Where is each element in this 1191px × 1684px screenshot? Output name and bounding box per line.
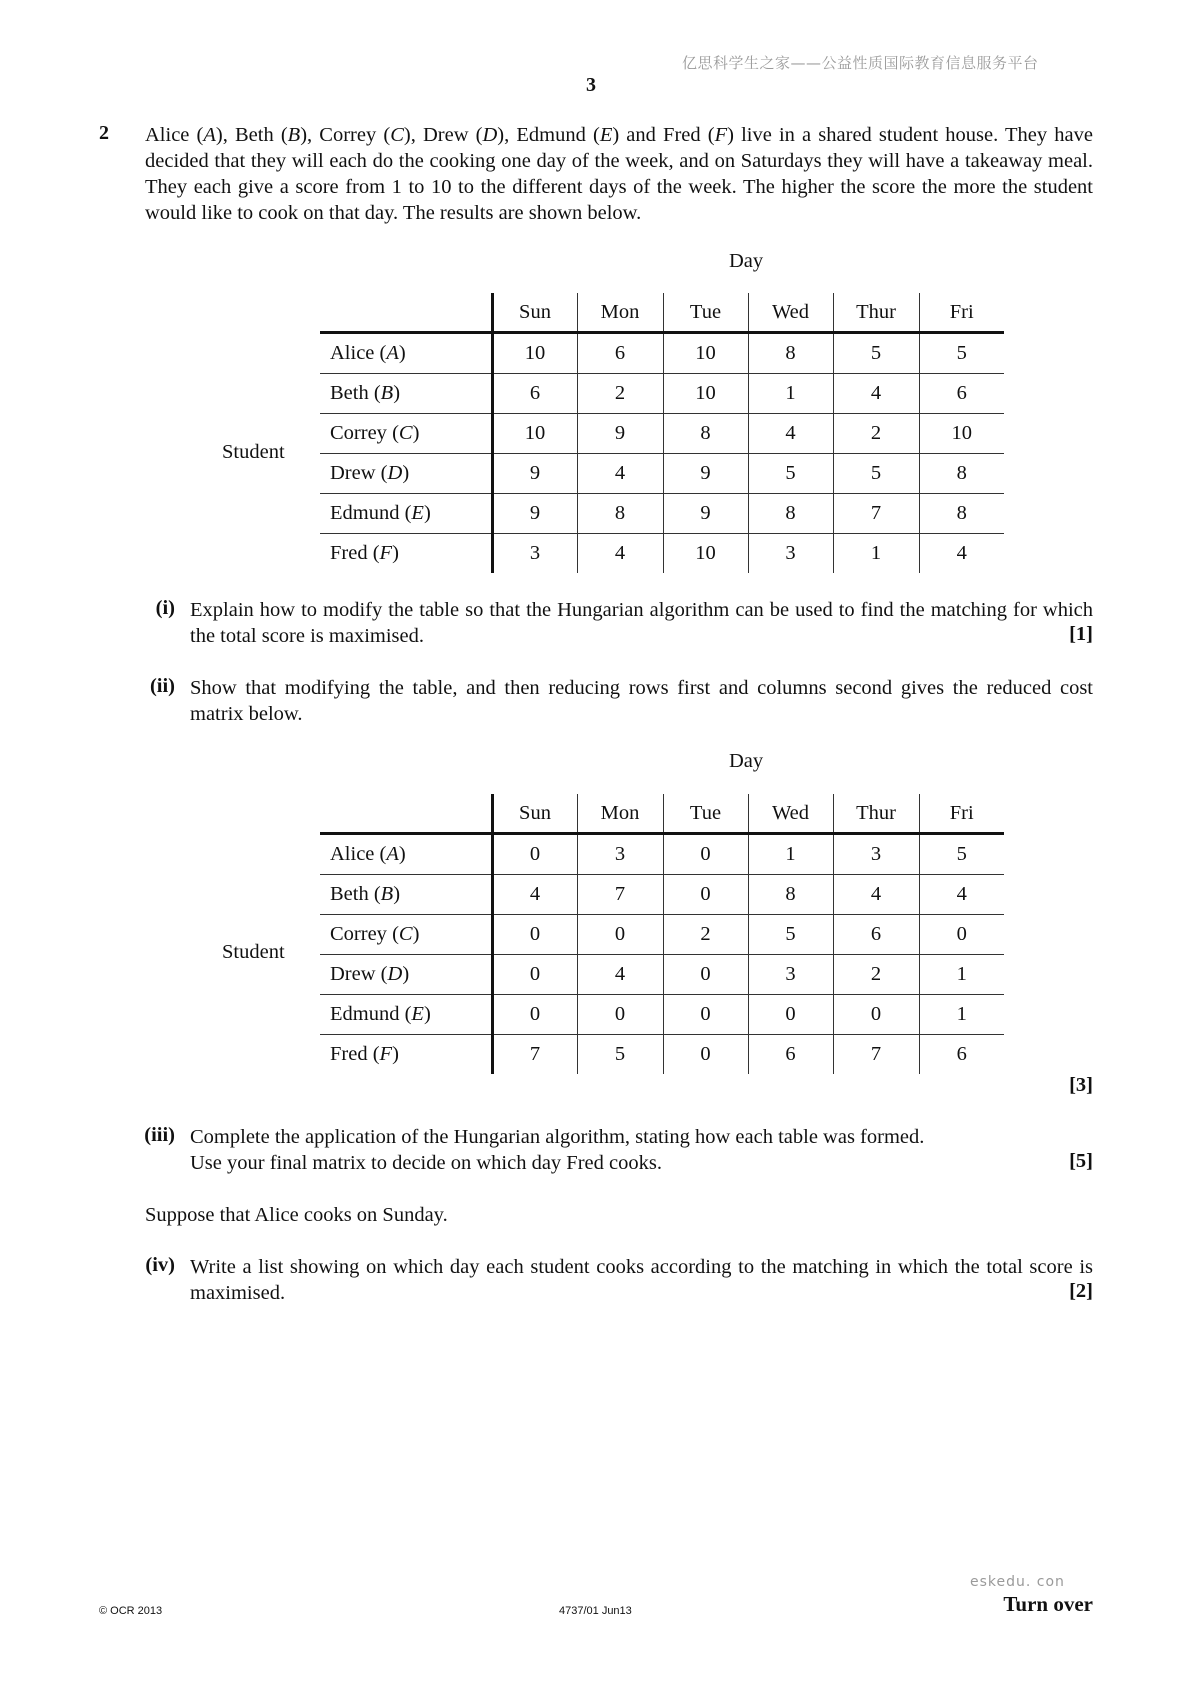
table-row [320, 875, 1004, 915]
student-name: Fred [330, 542, 368, 564]
suppose-text: Suppose that Alice cooks on Sunday. [145, 1204, 448, 1226]
student-name-cell: Edmund (E) [320, 494, 492, 534]
table-row [320, 333, 1004, 374]
score-cell: 6 [833, 915, 919, 955]
student-name: Correy [330, 422, 387, 444]
student-name: Drew [330, 462, 376, 484]
student-name: Correy [330, 923, 387, 945]
student-name: Edmund [330, 1003, 400, 1025]
score-cell: 8 [919, 494, 1004, 534]
score-cell: 0 [663, 1035, 748, 1075]
score-cell: 4 [919, 875, 1004, 915]
day-header-thur: Thur [833, 794, 919, 834]
student-letter: D [387, 462, 403, 484]
day-header-thur: Thur [833, 293, 919, 333]
score-cell: 2 [833, 955, 919, 995]
score-cell: 8 [748, 333, 833, 374]
score-cell: 10 [663, 333, 748, 374]
table-row [320, 995, 1004, 1035]
table-row [320, 1035, 1004, 1075]
score-cell: 3 [833, 834, 919, 875]
table-row [320, 915, 1004, 955]
student-name: Edmund [330, 502, 400, 524]
student-name: Drew [330, 963, 376, 985]
student-name-cell: Alice (A) [320, 834, 492, 875]
score-cell: 10 [919, 414, 1004, 454]
student-letter: C [398, 923, 413, 945]
student-name-cell: Correy (C) [320, 414, 492, 454]
table-row [320, 834, 1004, 875]
score-cell: 7 [492, 1035, 577, 1075]
student-letter: C [398, 422, 413, 444]
part-i-label: (i) [155, 597, 175, 619]
table-header-row [320, 293, 1004, 333]
reduced-cost-table [320, 794, 1004, 1074]
score-cell: 5 [919, 834, 1004, 875]
part-iii-line1: Complete the application of the Hungarian algorithm, stating how each table was formed. [190, 1126, 925, 1148]
part-iii-label: (iii) [144, 1124, 175, 1146]
score-cell: 0 [577, 915, 663, 955]
student-name-cell: Fred (F) [330, 1043, 399, 1065]
turn-over: Turn over [1003, 1592, 1093, 1616]
student-name-cell: Fred (F) [330, 542, 399, 564]
score-cell: 4 [492, 875, 577, 915]
student-letter: A [386, 843, 399, 865]
score-cell: 0 [492, 915, 577, 955]
score-cell: 1 [748, 374, 833, 414]
score-cell: 0 [663, 834, 748, 875]
part-i-text: Explain how to modify the table so that the Hungarian algorithm can be used to find the matching for which the total score is maximised. [190, 599, 1093, 647]
student-name: Alice [330, 342, 375, 364]
score-cell: 6 [919, 1035, 1004, 1075]
student-name: Beth [330, 883, 369, 905]
student-letter: F [379, 1043, 393, 1065]
student-letter: E [411, 1003, 424, 1025]
student-name-cell: Correy (C) [320, 915, 492, 955]
score-cell: 0 [663, 955, 748, 995]
score-cell: 5 [833, 454, 919, 494]
scores-table [320, 293, 1004, 573]
part-iv-marks: [2] [1069, 1280, 1093, 1302]
score-cell: 6 [919, 374, 1004, 414]
table1-student-label: Student [222, 441, 285, 463]
day-header-tue: Tue [663, 794, 748, 834]
score-cell: 0 [748, 995, 833, 1035]
student-letter: D [387, 963, 403, 985]
score-cell: 8 [748, 494, 833, 534]
score-cell: 0 [919, 915, 1004, 955]
score-cell: 6 [577, 333, 663, 374]
score-cell: 3 [492, 534, 577, 574]
score-cell: 0 [492, 955, 577, 995]
score-cell: 5 [748, 915, 833, 955]
student-name-cell: Beth (B) [320, 374, 492, 414]
student-letter: F [379, 542, 393, 564]
score-cell: 2 [663, 915, 748, 955]
score-cell: 8 [748, 875, 833, 915]
score-cell: 5 [919, 333, 1004, 374]
table-header-row [320, 794, 1004, 834]
score-cell: 0 [492, 995, 577, 1035]
watermark-text: 亿思科学生之家——公益性质国际教育信息服务平台 [682, 54, 1039, 72]
part-iii-marks: [5] [1069, 1150, 1093, 1172]
score-cell: 9 [663, 454, 748, 494]
table-row [320, 494, 1004, 534]
score-cell: 5 [577, 1035, 663, 1075]
score-cell: 2 [577, 374, 663, 414]
day-header-mon: Mon [577, 794, 663, 834]
table2-day-label: Day [729, 750, 764, 772]
student-name: Alice [330, 843, 375, 865]
student-letter: B [380, 382, 394, 404]
score-cell: 4 [919, 534, 1004, 574]
score-cell: 6 [492, 374, 577, 414]
part-i-marks: [1] [1069, 623, 1093, 645]
day-header-sun: Sun [492, 293, 577, 333]
score-cell: 10 [492, 333, 577, 374]
student-letter: A [386, 342, 399, 364]
part-iv-label: (iv) [145, 1254, 175, 1276]
student-name-cell: Alice (A) [320, 333, 492, 374]
score-cell: 8 [577, 494, 663, 534]
score-cell: 4 [833, 875, 919, 915]
student-letter: E [411, 502, 424, 524]
site-watermark: eskedu. con [970, 1574, 1065, 1590]
score-cell: 7 [833, 494, 919, 534]
table-row [320, 414, 1004, 454]
score-cell: 1 [919, 955, 1004, 995]
day-header-wed: Wed [748, 794, 833, 834]
score-cell: 0 [663, 995, 748, 1035]
day-header-fri: Fri [919, 293, 1004, 333]
score-cell: 1 [833, 534, 919, 574]
day-header-mon: Mon [577, 293, 663, 333]
score-cell: 3 [748, 955, 833, 995]
table-row [320, 955, 1004, 995]
day-header-fri: Fri [919, 794, 1004, 834]
score-cell: 3 [577, 834, 663, 875]
paper-code: 4737/01 Jun13 [559, 1605, 632, 1617]
page-number: 3 [586, 74, 596, 96]
question-intro: Alice (A), Beth (B), Correy (C), Drew (D), Edmund (E) and Fred (F) live in a shared student house. They have decided that they will each do the cooking one day of the week, and on Saturdays they will have a takeaway meal. They each give a score from 1 to 10 to the different days of the week. The higher the score the more the student would like to cook on that day. The results are shown below. [145, 124, 1093, 224]
score-cell: 4 [577, 534, 663, 574]
student-name-cell: Drew (D) [320, 955, 492, 995]
score-cell: 7 [577, 875, 663, 915]
score-cell: 0 [663, 875, 748, 915]
day-header-tue: Tue [663, 293, 748, 333]
score-cell: 0 [833, 995, 919, 1035]
student-name: Fred [330, 1043, 368, 1065]
student-name-cell: Drew (D) [320, 454, 492, 494]
score-cell: 4 [577, 454, 663, 494]
score-cell: 4 [833, 374, 919, 414]
student-name-cell: Edmund (E) [320, 995, 492, 1035]
score-cell: 4 [577, 955, 663, 995]
score-cell: 3 [748, 534, 833, 574]
student-name-cell: Beth (B) [320, 875, 492, 915]
table2-student-label: Student [222, 941, 285, 963]
score-cell: 0 [492, 834, 577, 875]
score-cell: 9 [492, 454, 577, 494]
part-iv-text: Write a list showing on which day each student cooks according to the matching in which the total score is maximised. [190, 1256, 1093, 1304]
score-cell: 0 [577, 995, 663, 1035]
score-cell: 2 [833, 414, 919, 454]
copyright: © OCR 2013 [99, 1605, 163, 1617]
score-cell: 7 [833, 1035, 919, 1075]
part-ii-label: (ii) [149, 675, 175, 697]
table1-day-label: Day [729, 250, 764, 272]
score-cell: 9 [492, 494, 577, 534]
part-iii-line2: Use your final matrix to decide on which day Fred cooks. [190, 1152, 662, 1174]
table-row [320, 374, 1004, 414]
score-cell: 8 [919, 454, 1004, 494]
score-cell: 1 [748, 834, 833, 875]
part-ii-text: Show that modifying the table, and then reducing rows first and columns second gives the reduced cost matrix below. [190, 677, 1093, 725]
student-letter: B [380, 883, 394, 905]
score-cell: 4 [748, 414, 833, 454]
header-blank-cell [320, 794, 492, 834]
score-cell: 6 [748, 1035, 833, 1075]
part-ii-marks: [3] [1069, 1074, 1093, 1096]
day-header-sun: Sun [492, 794, 577, 834]
student-name: Beth [330, 382, 369, 404]
score-cell: 5 [833, 333, 919, 374]
table-row [320, 534, 1004, 574]
score-cell: 10 [663, 534, 748, 574]
day-header-wed: Wed [748, 293, 833, 333]
score-cell: 9 [663, 494, 748, 534]
score-cell: 10 [663, 374, 748, 414]
score-cell: 1 [919, 995, 1004, 1035]
score-cell: 8 [663, 414, 748, 454]
score-cell: 10 [492, 414, 577, 454]
header-blank-cell [320, 293, 492, 333]
score-cell: 9 [577, 414, 663, 454]
score-cell: 5 [748, 454, 833, 494]
question-number: 2 [99, 122, 109, 144]
table-row [320, 454, 1004, 494]
